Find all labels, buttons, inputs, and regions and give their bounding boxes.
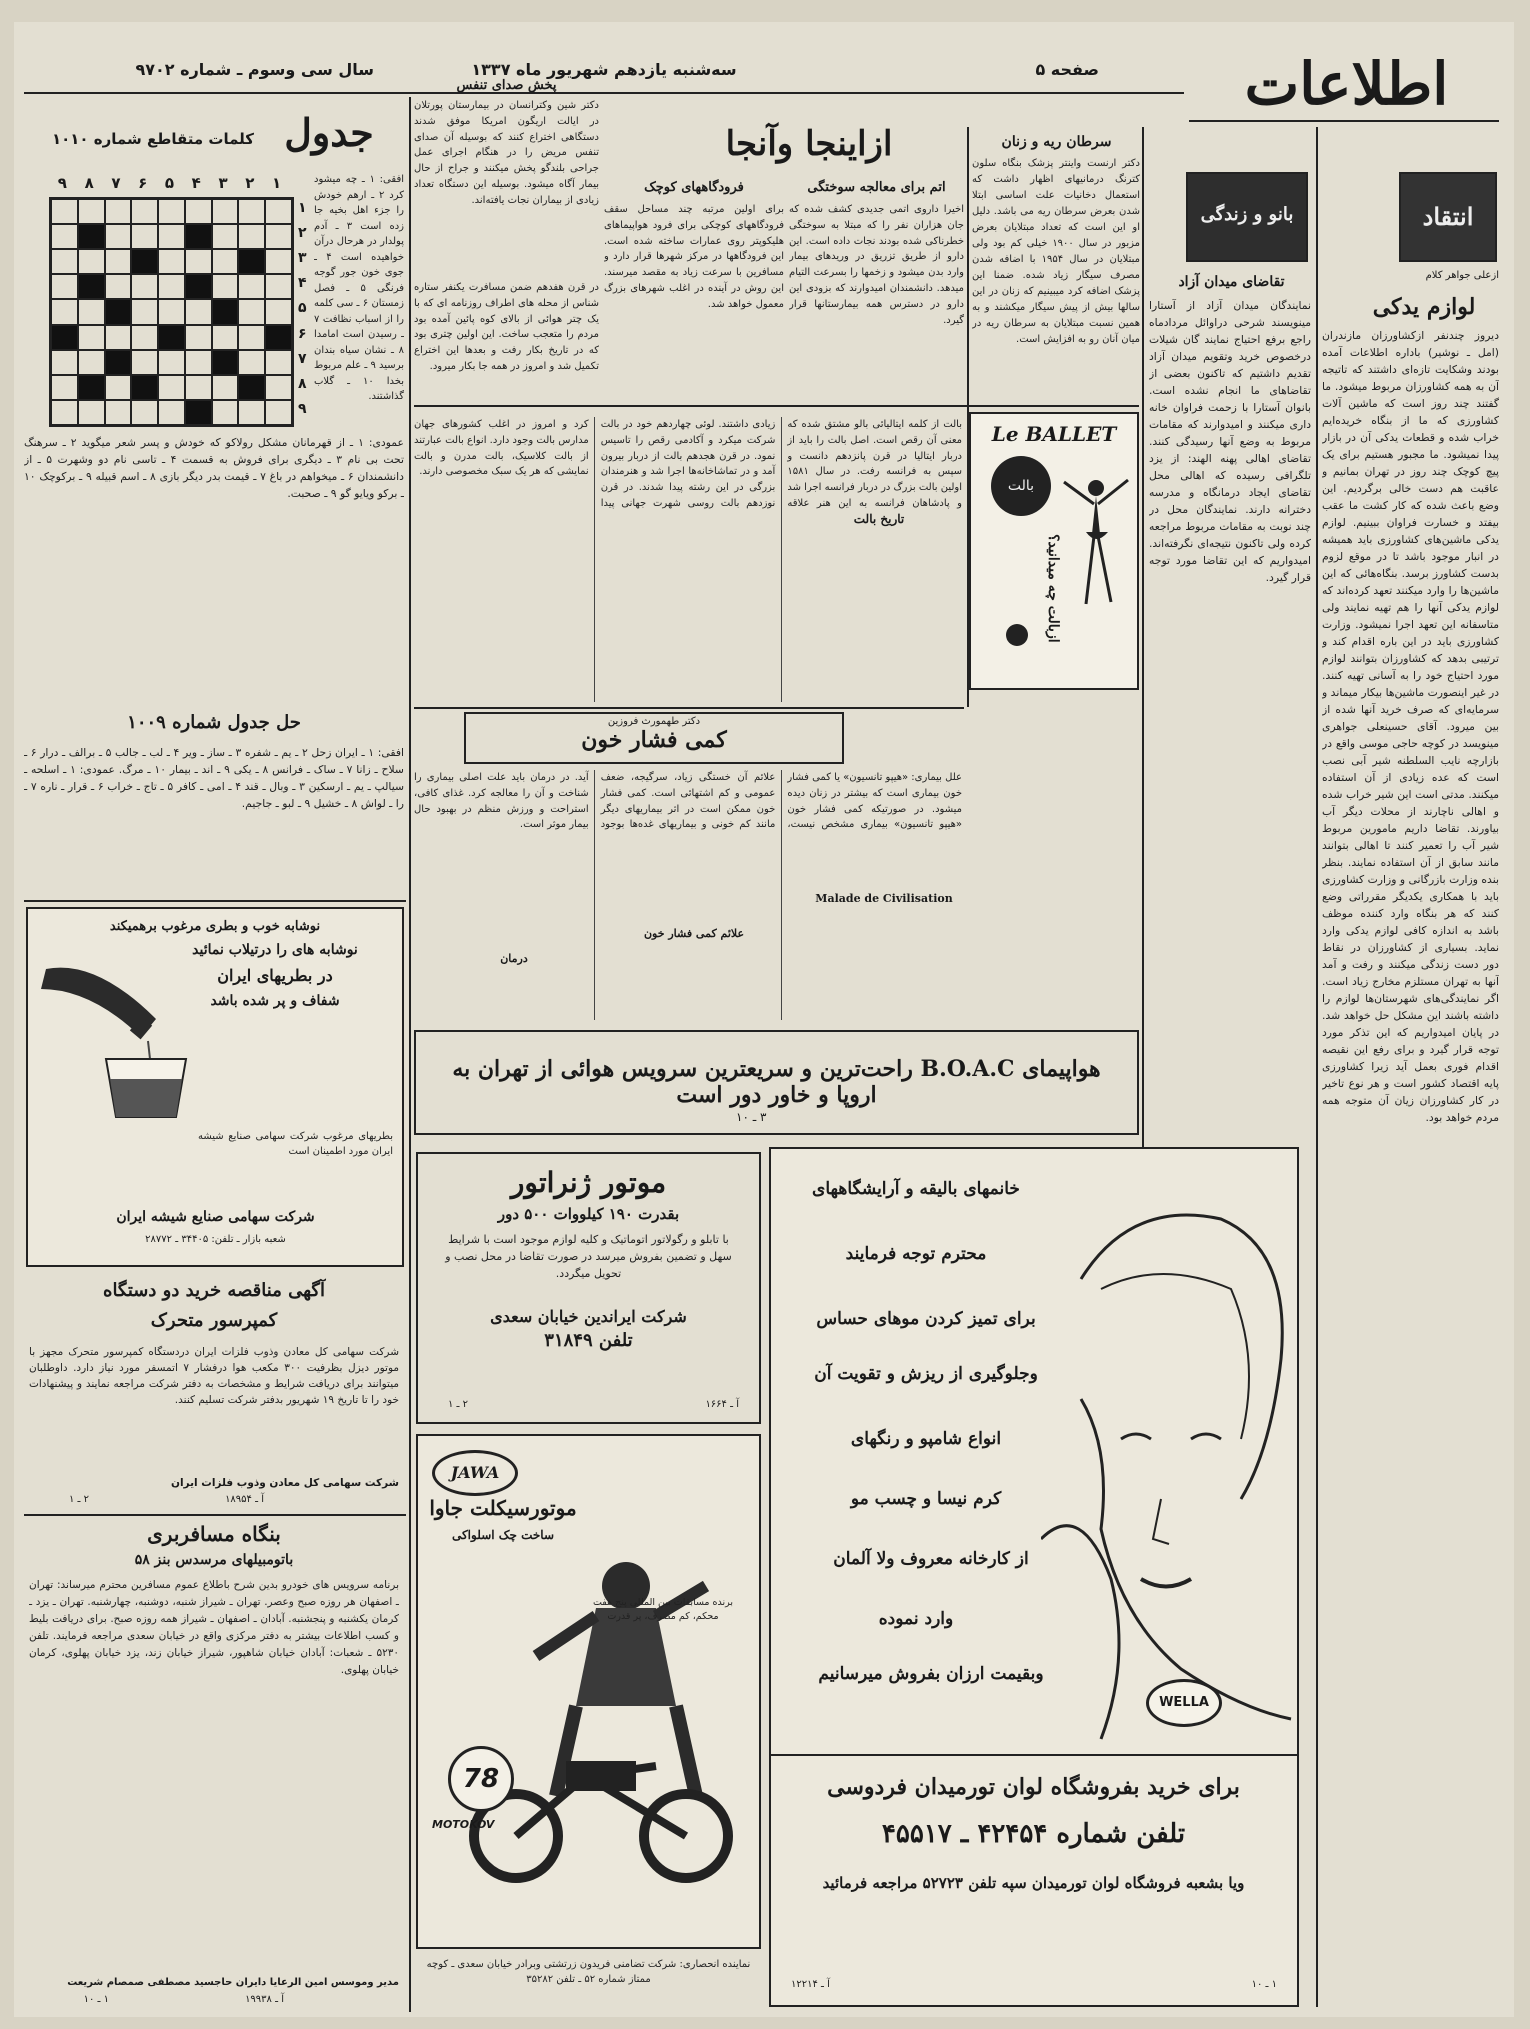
boac-ad bbox=[414, 1030, 1139, 1135]
airports-heading: فرودگاههای کوچک bbox=[644, 180, 744, 195]
crossword-cell bbox=[212, 375, 239, 400]
crossword-cell bbox=[265, 350, 292, 375]
crossword-cell bbox=[105, 299, 132, 324]
wella-line1: خانمهای بالیقه و آرایشگاههای bbox=[812, 1179, 1020, 1199]
glass-ad-company: شرکت سهامی صنایع شیشه ایران bbox=[116, 1209, 315, 1225]
wella-ad bbox=[769, 1147, 1299, 2007]
ballerina-figure bbox=[1056, 474, 1136, 614]
motor-ad-line1: بقدرت ۱۹۰ کیلووات ۵۰۰ دور bbox=[497, 1205, 680, 1223]
wella-line9: وبقیمت ارزان بفروش میرسانیم bbox=[818, 1664, 1044, 1684]
masthead-issue: سال سی وسوم ـ شماره ۹۷۰۲ bbox=[135, 60, 374, 79]
jawa-subtitle: ساخت چک اسلواکی bbox=[451, 1528, 555, 1542]
jawa-badge: 78 bbox=[448, 1746, 514, 1812]
blood-pressure-heading3: درمان bbox=[500, 952, 528, 965]
wella-code2: ۱ ـ ۱۰ bbox=[1251, 1979, 1277, 1990]
motor-ad-phone: تلفن ۳۱۸۴۹ bbox=[544, 1330, 633, 1351]
crossword-cell bbox=[78, 400, 105, 425]
crossword-cell bbox=[265, 274, 292, 299]
crossword-cell bbox=[131, 299, 158, 324]
crossword-cell bbox=[185, 299, 212, 324]
crossword-cell bbox=[158, 299, 185, 324]
criticism-badge-label: انتقاد bbox=[1422, 202, 1474, 231]
crossword-cell bbox=[265, 325, 292, 350]
jawa-logo: JAWA bbox=[432, 1450, 518, 1496]
tender-subtitle: کمپرسور متحرک bbox=[150, 1310, 278, 1331]
crossword-cell bbox=[51, 375, 78, 400]
crossword-cell bbox=[105, 325, 132, 350]
criticism-body: دیروز چندنفر ازکشاورزان مازندران (امل ـ نوشیر) باداره اطلاعات آمده بودند وشکایت تازه‌ای داشتند که تاتیجه آن به همه کشاورزان مربوط میشود. ما گفتند چند روز است که ماشین آلات کشاورزی که ما از بنگاه خریده‌ایم خراب شده و قطعات یدکی آن در بازار پیدا نمیشود. ما مجبور هستیم برای یک پیچ کوچک چند روز در تهران بمانیم و عاقبت هم دست خالی برگردیم. این وضع باعث شده که کار کشت ما عقب بیفتد و خسارت فراوان ببینیم. لوازم یدکی ماشین‌های کشاورزی باید همیشه در انبار موجود باشد تا در موقع لزوم بدست کشاورز برسد. بنگاه‌هائی که این ماشین‌ها را وارد میکنند تعهد کرده‌اند که لوازم یدکی آنها را هم تهیه نمایند ولی متاسفانه این تعهد اجرا نمیشود. وزارت کشاورزی باید در این باره اقدام کند و ترتیبی بدهد که کشاورزان بتوانند لوازم مورد احتیاج خود را به آسانی تهیه کنند. در غیر اینصورت ماشین‌ها بیکار میماند و سرمایه‌ای که صرف خرید آنها شده از بین میرود. آقای حسینعلی جواهری مینویسد در کوچه حاجی موسی واقع در بازارچه نایب السلطنه شیر آبی نصب است که عده زیادی از آن استفاده میکنند. مدتی است این شیر خراب شده و اهالی ناچارند از محلات دیگر آب بیاورند. تقاضا داریم مامورین مربوط شیر آب را تعمیر کنند تا اهالی بتوانند مانند سابق از آن استفاده نمایند. بنظر بنده وزارت بازرگانی و وزارت کشاورزی باید با همکاری یکدیگر مقرراتی وضع کنند که هر بنگاه وارد کننده موظف باشد به اندازه کافی لوازم یدکی وارد نماید. بسیاری از کشاورزان در نقاط دور دست زندگی میکنند و رفت و آمد آنها به تهران مستلزم مخارج زیاد است. اگر نمایندگی‌های شهرستان‌ها لوازم را داشته باشند این مشکل حل خواهد شد. در پایان امیدواریم که این تذکر مورد توجه قرار گیرد و برای رفع این نقیصه اقدام فوری بعمل آید زیرا کشاورزی پایه اقتصاد کشور است و هر نوع تاخیر در کار کشاورزان زیان آن متوجه همه مردم خواهد بود. bbox=[1322, 329, 1499, 1124]
crossword-vertical-clues: عمودی: ۱ ـ از قهرمانان مشکل رولاکو که خودش و پسر شعر میگوید ۲ ـ سرهنگ تحت بی نام ۳ ـ دیگری برای فروش به قسمت ۴ ـ تاسی نام دو وشهرت ۵ ـ از دانشمندان ۶ ـ میخواهم در باغ ۷ ـ قیمت بدر دیگر بازی ۸ ـ اسم قبیله ۹ ـ برکوچک ۱۰ ـ برکو ویایو گو ۹ ـ صحبت. bbox=[24, 436, 404, 500]
jawa-brand: MOTOKOV bbox=[432, 1818, 495, 1831]
crossword-cell bbox=[131, 249, 158, 274]
section-rule bbox=[24, 1514, 406, 1516]
column-divider bbox=[1316, 127, 1318, 2007]
wella-brand: WELLA bbox=[1146, 1679, 1222, 1727]
ballet-body: بالت از کلمه ایتالیائی بالو مشتق شده که معنی آن رقص است. اصل بالت را باید از دربار ایتالیا در قرن پانزدهم دانست و سپس به فرانسه رفت. در سال ۱۵۸۱ اولین بالت بزرگ در دربار فرانسه اجرا شد و پادشاهان فرانسه به این هنر علاقه زیادی داشتند. لوئی چهاردهم خود در بالت شرکت میکرد و آکادمی رقص را تاسیس نمود. در قرن هجدهم بالت از دربار بیرون آمد و در تماشاخانه‌ها اجرا شد و هنرمندان بزرگی در این رشته پیدا شدند. در قرن نوزدهم بالت روسی شهرت جهانی پیدا کرد و امروز در اغلب کشورهای جهان مدارس بالت وجود دارد. انواع بالت عبارتند از بالت کلاسیک، بالت مدرن و بالت نمایشی که هر یک سبک مخصوصی دارند. bbox=[414, 419, 962, 509]
crossword-cell bbox=[238, 199, 265, 224]
section-rule bbox=[414, 707, 964, 709]
crossword-cell bbox=[131, 375, 158, 400]
blood-pressure-heading2: علائم کمی فشار خون bbox=[643, 927, 745, 940]
crossword-cell bbox=[265, 299, 292, 324]
crossword-col-numbers bbox=[49, 174, 294, 194]
criticism-badge bbox=[1399, 172, 1497, 262]
crossword-cell bbox=[105, 224, 132, 249]
crossword-cell bbox=[51, 350, 78, 375]
tender-signature: شرکت سهامی کل معادن وذوب فلزات ایران bbox=[170, 1477, 399, 1489]
blood-pressure-title: کمی فشار خون bbox=[581, 727, 727, 753]
sound-body: دکتر شین وکترانسان در بیمارستان پورتلان در ایالت اریگون امریکا موفق شدند دستگاهی اختراع کنند که بوسیله آن صدای تنفس مریض را در هنگام اجرای عمل جراحی بلندگو پخش میکنند و جراح از حال بیمار آگاه میشود. بوسیله این دستگاه تعداد زیادی از بیماران نجات یافته‌اند. bbox=[414, 100, 599, 206]
crossword-cell bbox=[185, 224, 212, 249]
glass-ad-line3: در بطریهای ایران bbox=[217, 966, 333, 985]
wella-code: آ ـ ۱۲۲۱۴ bbox=[791, 1979, 830, 1990]
section-rule bbox=[24, 900, 406, 902]
crossword-cell bbox=[105, 375, 132, 400]
boac-ad-code: ۳ ـ ۱۰ bbox=[736, 1110, 767, 1124]
crossword-row-numbers bbox=[296, 197, 314, 427]
crossword-solution-title: حل جدول شماره ۱۰۰۹ bbox=[127, 712, 301, 733]
cancer-title: سرطان ریه و زنان bbox=[1001, 134, 1112, 150]
travel-signature: مدیر وموسس امین الرعایا دایران حاجسید مصطفی صمصام شریعت bbox=[67, 1977, 399, 1988]
crossword-cell bbox=[131, 274, 158, 299]
wella-line7: از کارخانه معروف ولا آلمان bbox=[833, 1549, 1029, 1569]
crossword-cell bbox=[158, 400, 185, 425]
tender-code: آ ـ ۱۸۹۵۴ bbox=[225, 1494, 264, 1505]
crossword-cell bbox=[78, 350, 105, 375]
glass-ad-small: بطریهای مرغوب شرکت سهامی صنایع شیشه ایران مورد اطمینان است bbox=[198, 1131, 393, 1157]
crossword-cell bbox=[131, 224, 158, 249]
wella-line2: محترم توجه فرمایند bbox=[845, 1244, 987, 1264]
crossword-cell bbox=[212, 274, 239, 299]
travel-subtitle: باتومبیلهای مرسدس بنز ۵۸ bbox=[134, 1552, 294, 1568]
boac-ad-text: هواپیمای B.O.A.C راحت‌ترین و سریعترین سرویس هوائی از تهران به اروپا و خاور دور است bbox=[452, 1056, 1101, 1108]
crossword-cell bbox=[158, 249, 185, 274]
travel-code2: ۱ ـ ۱۰ bbox=[83, 1994, 109, 2005]
women-title: تقاضای میدان آزاد bbox=[1178, 274, 1285, 290]
crossword-cell bbox=[105, 274, 132, 299]
crossword-row-number: ۸ bbox=[298, 375, 307, 392]
glass-ad-line4: شفاف و پر شده باشد bbox=[210, 993, 340, 1009]
crossword-cell bbox=[212, 199, 239, 224]
crossword-cell bbox=[78, 199, 105, 224]
crossword-cell bbox=[158, 325, 185, 350]
crossword-cell bbox=[158, 350, 185, 375]
crossword-cell bbox=[78, 274, 105, 299]
airports-body: برای اولین مرتبه چند مساحل سقف فرودگاههای کوچکی برای فرود هواپیماهای هلیکوپتر روی عمارات ساخته شده است. این فرودگاهها در مرکز شهرها قرار دارد و مسافرین با سرعت زیاد به مقصد میرسند. این روش در آینده در اغلب شهرهای بزرگ معمول خواهد شد. bbox=[604, 204, 784, 310]
crossword-cell bbox=[238, 375, 265, 400]
jawa-title: موتورسیکلت جاوا bbox=[429, 1496, 577, 1520]
crossword-row-number: ۱ bbox=[298, 200, 307, 216]
crossword-cell bbox=[78, 249, 105, 274]
crossword-column-number: ۷ bbox=[111, 174, 121, 192]
page-label: صفحه ۵ bbox=[1035, 60, 1099, 79]
crossword-cell bbox=[238, 325, 265, 350]
crossword-cell bbox=[51, 249, 78, 274]
crossword-title: جدول bbox=[284, 110, 374, 155]
blood-pressure-author: دکتر طهمورث فروزین bbox=[607, 716, 701, 727]
blood-pressure-body: علل بیماری: «هیپو تانسیون» یا کمی فشار خون بیماری است که بیشتر در زنان دیده میشود. در صورتیکه کمی فشار خون «هیپو تانسیون» بیماری مشخص نیست، علائم آن خستگی زیاد، سرگیجه، ضعف عمومی و کم اشتهائی است. کمی فشار خون ممکن است در اثر بیماریهای دیگر مانند کم خونی و بیماریهای غده‌ها بوجود آید. در درمان باید علت اصلی بیماری را شناخت و آن را معالجه کرد. غذای کافی، استراحت و ورزش منظم در بهبود حال بیمار موثر است. bbox=[414, 772, 962, 831]
cancer-body: دکتر ارنست واینتر پزشک بنگاه سلون کترنگ درمانیهای اظهار داشت که استعمال دخانیات علت اساسی ابتلا شدن بعرض سرطان ریه می باشد. دلیل او این است که تعداد مبتلایان بعرض مزبور در سال ۱۹۰۰ خیلی کم بود ولی مبتلایان در سال ۱۹۵۴ با اضافه شدن مصرف سیگار زیاد شده. ضمنا این پزشک اضافه کرد میبینیم که زنان در این سالها بیش از پیش سیگار میکشند و به همین نسبت مبتلایان به سرطان ریه در میان آنان رو به افزایش است. bbox=[972, 158, 1140, 345]
crossword-row-number: ۹ bbox=[298, 400, 307, 417]
crossword-cell bbox=[212, 224, 239, 249]
crossword-grid bbox=[49, 197, 294, 427]
crossword-row-number: ۳ bbox=[298, 250, 307, 267]
paper-name: اطلاعات bbox=[1244, 50, 1449, 118]
wella-line6: کرم نیسا و چسب مو bbox=[850, 1489, 1002, 1509]
atom-body: اخیرا داروی اتمی جدیدی کشف شده که جان هزاران نفر را که مبتلا به سوختگی خطرناکی شده بودند نجات داده است. این دارو از طریق تزریق در وریدهای بیمار وارد بدن میشود و زخمها را بسرعت التیام میدهد. دانشمندان امیدوارند که بزودی این دارو در دسترس همه بیمارستانها قرار گیرد. bbox=[789, 204, 964, 326]
crossword-cell bbox=[51, 274, 78, 299]
crossword-cell bbox=[105, 249, 132, 274]
ballet-heading: تاریخ بالت bbox=[853, 512, 905, 526]
crossword-cell bbox=[212, 299, 239, 324]
section-rule bbox=[414, 405, 1139, 407]
crossword-column-number: ۳ bbox=[218, 174, 228, 192]
crossword-row-number: ۲ bbox=[298, 225, 307, 242]
parachute-body: در قرن هفدهم ضمن مسافرت یکنفر ستاره شناس از محله های اطراف روزنامه ای که با یک چتر هوائی از بالای کوه پائین آمده بود مردم را متعجب ساخت. این اولین چتری بود که در تاریخ بکار رفت و بعدها این اختراع تکمیل شد و امروز در همه جا بکار میرود. bbox=[414, 282, 599, 372]
ballet-ad-name: Le BALLET bbox=[991, 422, 1117, 446]
crossword-column-number: ۹ bbox=[57, 174, 67, 192]
crossword-cell bbox=[238, 249, 265, 274]
crossword-cell bbox=[265, 400, 292, 425]
crossword-column-number: ۴ bbox=[191, 174, 201, 192]
wella-rule bbox=[771, 1754, 1297, 1756]
masthead-date: سه‌شنبه یازدهم شهریور ماه ۱۳۳۷ bbox=[471, 60, 737, 79]
column-divider bbox=[409, 1142, 411, 2012]
blood-pressure-subheading: Malade de Civilisation bbox=[815, 892, 953, 905]
crossword-cell bbox=[158, 224, 185, 249]
women-body: نمایندگان میدان آزاد از آستارا مینویسند شرحی دراوائل مردادماه راجع برفع احتیاج نمایند گان شیلات درخصوص خرید وتقویم میدان آزاد تقدیم داشتیم که تاکنون بعضی از تقاضاهای ما انجام نشده است. بانوان آستارا با زحمت فراوان خانه داری میکنند و امیدوارند که مقامات مربوط به وضع آنها رسیدگی کنند. تقاضای اهالی پهنه الهند: از یزد تلگرافی رسیده که اهالی محل تقاضای ایجاد درمانگاه و مدرسه دخترانه دارند. نمایندگان محل در چند نوبت به مقامات مربوط مراجعه کرده ولی تاکنون نتیجه‌ای نگرفته‌اند. امیدواریم که این تقاضا مورد توجه قرار گیرد. bbox=[1149, 299, 1311, 584]
crossword-cell bbox=[105, 199, 132, 224]
motor-ad-company: شرکت ایراندین خیابان سعدی bbox=[490, 1307, 687, 1326]
masthead-rule-2 bbox=[1189, 120, 1499, 122]
crossword-cell bbox=[185, 325, 212, 350]
travel-code: آ ـ ۱۹۹۳۸ bbox=[245, 1994, 284, 2005]
crossword-cell bbox=[51, 299, 78, 324]
wella-line5: انواع شامپو و رنگهای bbox=[850, 1429, 1002, 1449]
criticism-title: لوازم یدکی bbox=[1372, 294, 1476, 320]
glass-ad bbox=[26, 907, 404, 1267]
crossword-cell bbox=[265, 224, 292, 249]
jawa-ad bbox=[416, 1434, 761, 1949]
ballet-ad-circle: بالت bbox=[991, 456, 1051, 516]
wella-store2: ویا بشعبه فروشگاه لوان تورمیدان سپه تلفن ۵۲۷۲۳ مراجعه فرمائید bbox=[822, 1874, 1245, 1892]
crossword-cell bbox=[78, 375, 105, 400]
travel-body: برنامه سرویس های خودرو بدین شرح باطلاع عموم مسافرین محترم میرساند: تهران ـ اصفهان هر روزه صبح وعصر. تهران ـ شیراز شنبه، دوشنبه، چهارشنبه. تهران ـ یزد ـ کرمان یکشنبه و پنجشنبه. آبادان ـ اصفهان ـ شیراز همه روزه صبح. برای دریافت بلیط و کسب اطلاعات بیشتر به دفتر مرکزی واقع در خیابان سعدی مراجعه فرمایند. تلفن ۵۲۳۰ ـ شعبات: آبادان خیابان شاهپور، شیراز خیابان زند، یزد خیابان پهلوی، کرمان خیابان پهلوی. bbox=[29, 1579, 399, 1676]
crossword-cell bbox=[212, 249, 239, 274]
crossword-cell bbox=[51, 400, 78, 425]
tender-title: آگهی مناقصه خرید دو دستگاه bbox=[103, 1280, 325, 1301]
crossword-horizontal-clues: افقی: ۱ ـ چه میشود کرد ۲ ـ ارهم خودش را جزء اهل بخیه جا زده است ۳ ـ آدم پولدار در هرحال درآن خواهیده است ۴ ـ جوی خون جور گوجه فرنگی ۵ ـ فصل زمستان ۶ ـ سی کلمه را از اسباب نظافت ۷ ـ رسیدن است امامدا ۸ ـ نشان سیاه بندان برسید ۹ ـ علم مربوط بخدا ۱۰ ـ گلاب گذاشتند. bbox=[314, 174, 404, 402]
crossword-cell bbox=[185, 350, 212, 375]
column-divider bbox=[409, 97, 411, 1142]
tender-body: شرکت سهامی کل معادن وذوب فلزات ایران دردستگاه کمپرسور متحرک مجهز با موتور دیزل بظرفیت ۳۰۰ مکعب هوا درفشار ۷ اتمسفر مورد نیاز دارد. داوطلبان میتوانند برای دریافت شرایط و مشخصات به دفتر شرکت مراجعه نمایند و پیشنهادات خود را تا تاریخ ۱۹ شهریور بدفتر شرکت تسلیم کنند. bbox=[29, 1346, 399, 1406]
crossword-cell bbox=[105, 400, 132, 425]
crossword-column-number: ۲ bbox=[245, 174, 255, 192]
crossword-cell bbox=[185, 199, 212, 224]
motor-ad-code: آ ـ ۱۶۶۴ bbox=[705, 1399, 739, 1410]
wella-store: برای خرید بفروشگاه لوان تورمیدان فردوسی bbox=[827, 1774, 1240, 1800]
crossword-cell bbox=[185, 274, 212, 299]
blood-pressure-header bbox=[464, 712, 844, 764]
travel-title: بنگاه مسافربری bbox=[147, 1522, 281, 1546]
ballet-ad bbox=[969, 412, 1139, 690]
crossword-cell bbox=[238, 350, 265, 375]
masthead-paper-name bbox=[1189, 50, 1504, 120]
glass-ad-line2: نوشابه های را درتیلاب نمائید bbox=[192, 942, 358, 958]
crossword-cell bbox=[131, 325, 158, 350]
crossword-cell bbox=[265, 249, 292, 274]
criticism-subtitle: ازعلی جواهر کلام bbox=[1425, 270, 1499, 281]
crossword-cell bbox=[158, 375, 185, 400]
crossword-row-number: ۶ bbox=[298, 325, 307, 342]
wella-line8: وارد نموده bbox=[878, 1609, 954, 1629]
glass-ad-slogan: نوشابه خوب و بطری مرغوب برهمیکند bbox=[109, 919, 321, 934]
crossword-cell bbox=[265, 199, 292, 224]
here-there-title: ازاینجا وآنجا bbox=[725, 124, 893, 164]
crossword-cell bbox=[51, 199, 78, 224]
crossword-cell bbox=[212, 350, 239, 375]
jawa-footer: نماینده انحصاری: شرکت تضامنی فریدون زرتشتی وبرادر خیابان سعدی ـ کوچه ممتاز شماره ۵۲ ـ تلفن ۳۵۲۸۲ bbox=[426, 1959, 751, 1985]
motor-ad-title: موتور ژنراتور bbox=[510, 1166, 667, 1199]
wella-phone: تلفن شماره ۴۲۴۵۴ ـ ۴۵۵۱۷ bbox=[881, 1819, 1186, 1849]
crossword-cell bbox=[51, 325, 78, 350]
atom-heading: اتم برای معالجه سوختگی bbox=[807, 180, 946, 195]
crossword-cell bbox=[78, 325, 105, 350]
crossword-row-number: ۷ bbox=[298, 350, 307, 367]
motor-ad-code2: ۲ ـ ۱ bbox=[448, 1399, 469, 1410]
newspaper-page bbox=[14, 22, 1514, 2017]
crossword-cell bbox=[51, 224, 78, 249]
bottle-and-glass-icon bbox=[36, 949, 196, 1119]
crossword-row-number: ۵ bbox=[298, 300, 307, 317]
crossword-row-number: ۴ bbox=[298, 275, 307, 292]
crossword-solution-text: افقی: ۱ ـ ایران زحل ۲ ـ یم ـ شفره ۳ ـ ساز ـ ویر ۴ ـ لب ـ جالب ۵ ـ برالف ـ درار ۶ ـ سلاح ـ زانا ۷ ـ ساک ـ فرانس ۸ ـ یکی ۹ ـ اند ـ بیمار ۱۰ ـ مرگ. عمودی: ۱ ـ اسلحه ـ سیالپ ـ یم ـ ارسکین ۳ ـ وبال ـ قند ۴ ـ امی ـ کافر ۵ ـ تاج ـ خراب ۶ ـ قرار ـ ناره ۷ ـ را ـ لواش ۸ ـ خشیل ۹ ـ لبو ـ جاجیم. bbox=[24, 746, 404, 810]
crossword-cell bbox=[238, 299, 265, 324]
women-badge-label: بانو و زندگی bbox=[1200, 204, 1294, 225]
crossword-column-number: ۱ bbox=[272, 174, 282, 192]
motor-ad bbox=[416, 1152, 761, 1424]
crossword-subtitle: کلمات متقاطع شماره ۱۰۱۰ bbox=[51, 130, 254, 148]
crossword-cell bbox=[78, 224, 105, 249]
crossword-cell bbox=[78, 299, 105, 324]
crossword-cell bbox=[238, 400, 265, 425]
crossword-cell bbox=[238, 274, 265, 299]
women-badge bbox=[1186, 172, 1308, 262]
sound-heading: پخش صدای تنفس bbox=[456, 78, 557, 93]
crossword-column-number: ۵ bbox=[164, 174, 175, 192]
crossword-cell bbox=[185, 375, 212, 400]
crossword-cell bbox=[131, 199, 158, 224]
wella-line4: وجلوگیری از ریزش و تقویت آن bbox=[814, 1364, 1038, 1384]
crossword-column-number: ۸ bbox=[84, 174, 94, 192]
crossword-column-number: ۶ bbox=[138, 174, 148, 192]
crossword-cell bbox=[185, 400, 212, 425]
crossword-cell bbox=[265, 375, 292, 400]
masthead-rule bbox=[24, 92, 1184, 94]
wella-line3: برای تمیز کردن موهای حساس bbox=[816, 1309, 1036, 1329]
crossword-cell bbox=[212, 325, 239, 350]
crossword-cell bbox=[158, 199, 185, 224]
motor-ad-body: با تابلو و رگولاتور اتوماتیک و کلیه لوازم موجود است با شرایط سهل و تضمین بفروش میرسد در صورت تقاضا در محل نصب و تحویل میگردد. bbox=[445, 1233, 732, 1280]
column-divider bbox=[1142, 127, 1144, 1177]
crossword-cell bbox=[185, 249, 212, 274]
tender-code2: ۲ ـ ۱ bbox=[68, 1494, 89, 1505]
glass-ad-address: شعبه بازار ـ تلفن: ۳۴۴۰۵ ـ ۲۸۷۷۲ bbox=[145, 1234, 286, 1245]
crossword-cell bbox=[131, 350, 158, 375]
ballet-ad-caption: ازبالت چه میدانید؟ bbox=[1045, 534, 1061, 643]
crossword-cell bbox=[212, 400, 239, 425]
crossword-cell bbox=[105, 350, 132, 375]
jawa-slogan: برنده مسابقات بین المللی پنج هفت محکم، کم مصرف، پر قدرت bbox=[592, 1597, 734, 1622]
crossword-cell bbox=[131, 400, 158, 425]
crossword-cell bbox=[158, 274, 185, 299]
crossword-cell bbox=[238, 224, 265, 249]
